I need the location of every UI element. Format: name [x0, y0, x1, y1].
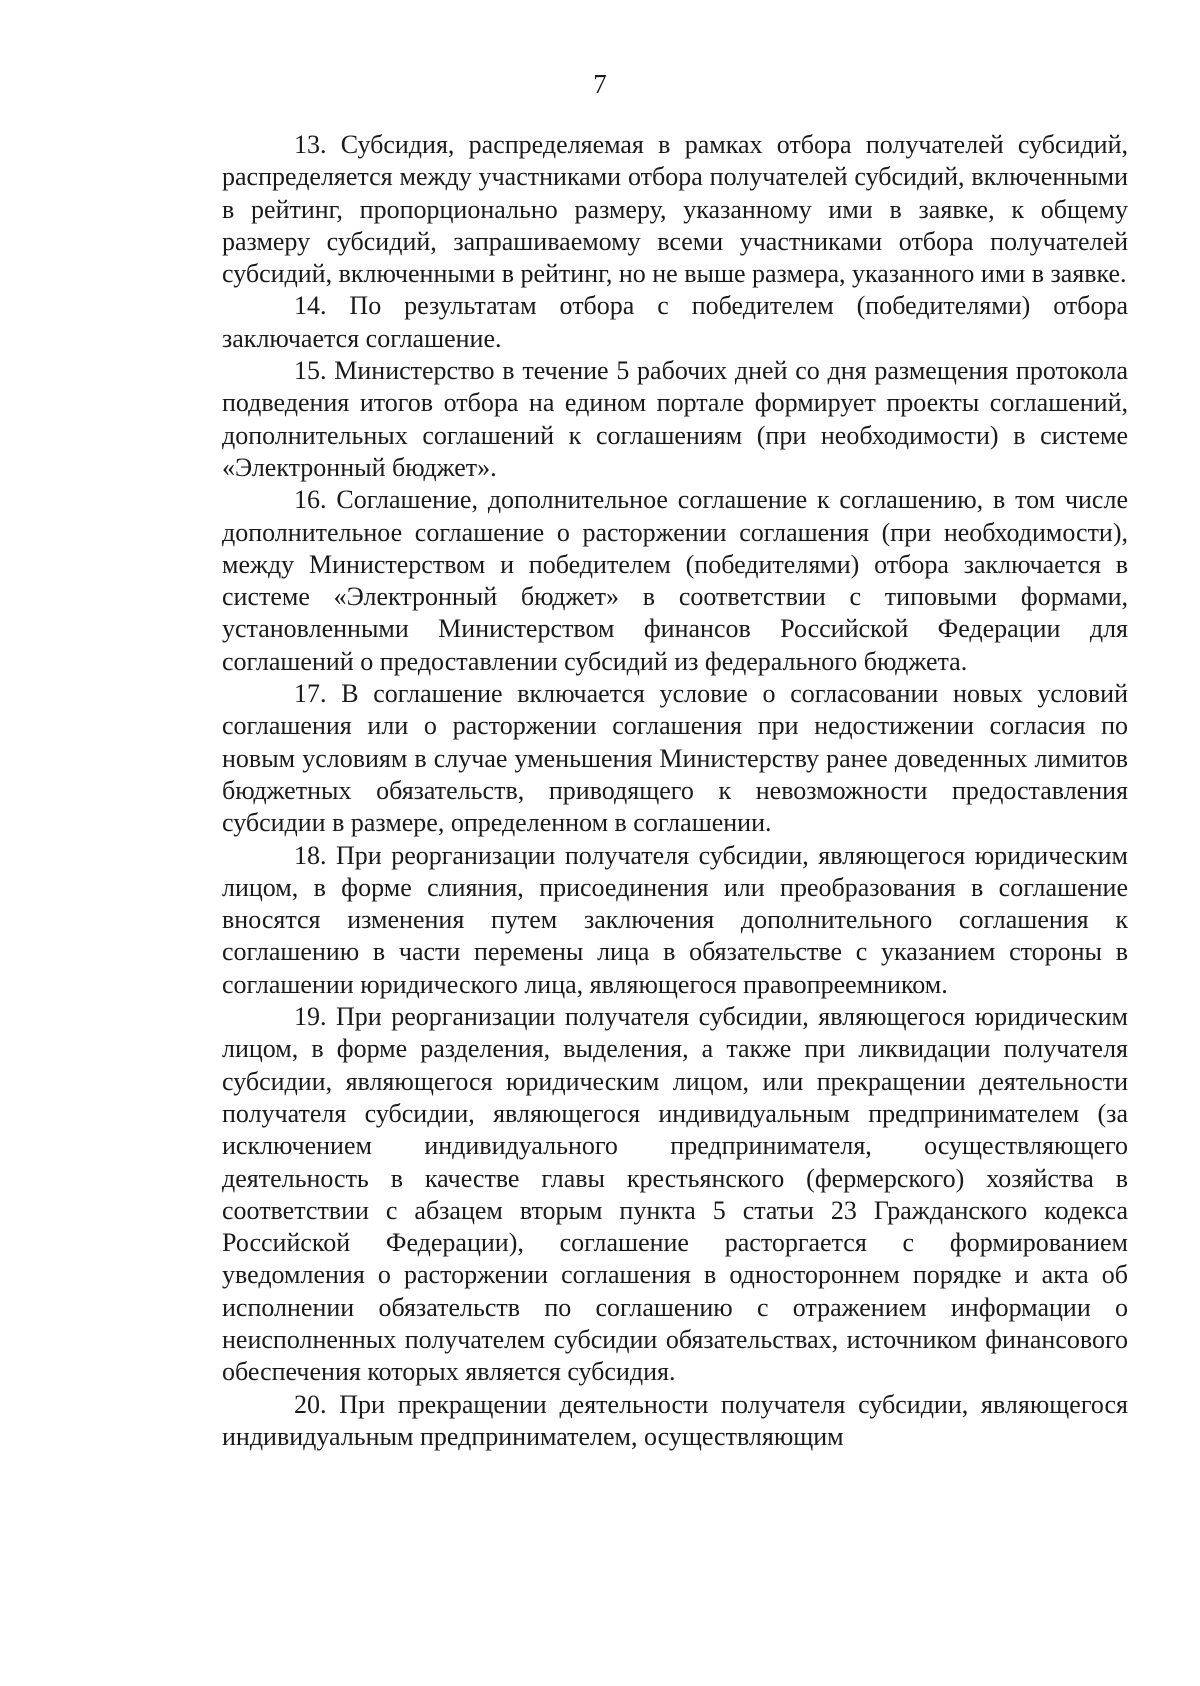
paragraph-13: 13. Субсидия, распределяемая в рамках отбора получателей субсидий, распределяется между участниками отбора получателей субсидий, включенными в рейтинг, пропорционально размеру, указанному ими в заявке, к общему размеру субсидий, запрашиваемому всеми участниками отбора получателей субсидий, включенными в рейтинг, но не выше размера, указанного ими в заявке. [222, 130, 1128, 289]
paragraph-17: 17. В соглашение включается условие о согласовании новых условий соглашения или о расторжении соглашения при недостижении согласия по новым условиям в случае уменьшения Министерству ранее доведенных лимитов бюджетных обязательств, приводящего к невозможности предоставления субсидии в размере, определенном в соглашении. [222, 679, 1128, 838]
paragraph-16: 16. Соглашение, дополнительное соглашение к соглашению, в том числе дополнительное соглашение о расторжении соглашения (при необходимости), между Министерством и победителем (победителями) отбора заключается в системе «Электронный бюджет» в соответствии с типовыми формами, установленными Министерством финансов Российской Федерации для соглашений о предоставлении субсидий из федерального бюджета. [222, 485, 1128, 676]
page-number: 7 [593, 69, 607, 99]
document-body [222, 129, 1128, 1453]
paragraph-20: 20. При прекращении деятельности получателя субсидии, являющегося индивидуальным предпринимателем, осуществляющим [222, 1389, 1128, 1451]
paragraph-14: 14. По результатам отбора с победителем (победителями) отбора заключается соглашение. [222, 291, 1128, 353]
paragraph-15: 15. Министерство в течение 5 рабочих дней со дня размещения протокола подведения итогов отбора на едином портале формирует проекты соглашений, дополнительных соглашений к соглашениям (при необходимости) в системе «Электронный бюджет». [222, 356, 1128, 482]
paragraph-18: 18. При реорганизации получателя субсидии, являющегося юридическим лицом, в форме слияния, присоединения или преобразования в соглашение вносятся изменения путем заключения дополнительного соглашения к соглашению в части перемены лица в обязательстве с указанием стороны в соглашении юридического лица, являющегося правопреемником. [222, 840, 1128, 999]
paragraph-19: 19. При реорганизации получателя субсидии, являющегося юридическим лицом, в форме разделения, выделения, а также при ликвидации получателя субсидии, являющегося юридическим лицом, или прекращении деятельности получателя субсидии, являющегося индивидуальным предпринимателем (за исключением индивидуального предпринимателя, осуществляющего деятельность в качестве главы крестьянского (фермерского) хозяйства в соответствии с абзацем вторым пункта 5 статьи 23 Гражданского кодекса Российской Федерации), соглашение расторгается с формированием уведомления о расторжении соглашения в одностороннем порядке и акта об исполнении обязательств по соглашению с отражением информации о неисполненных получателем субсидии обязательствах, источником финансового обеспечения которых является субсидия. [222, 1002, 1128, 1387]
